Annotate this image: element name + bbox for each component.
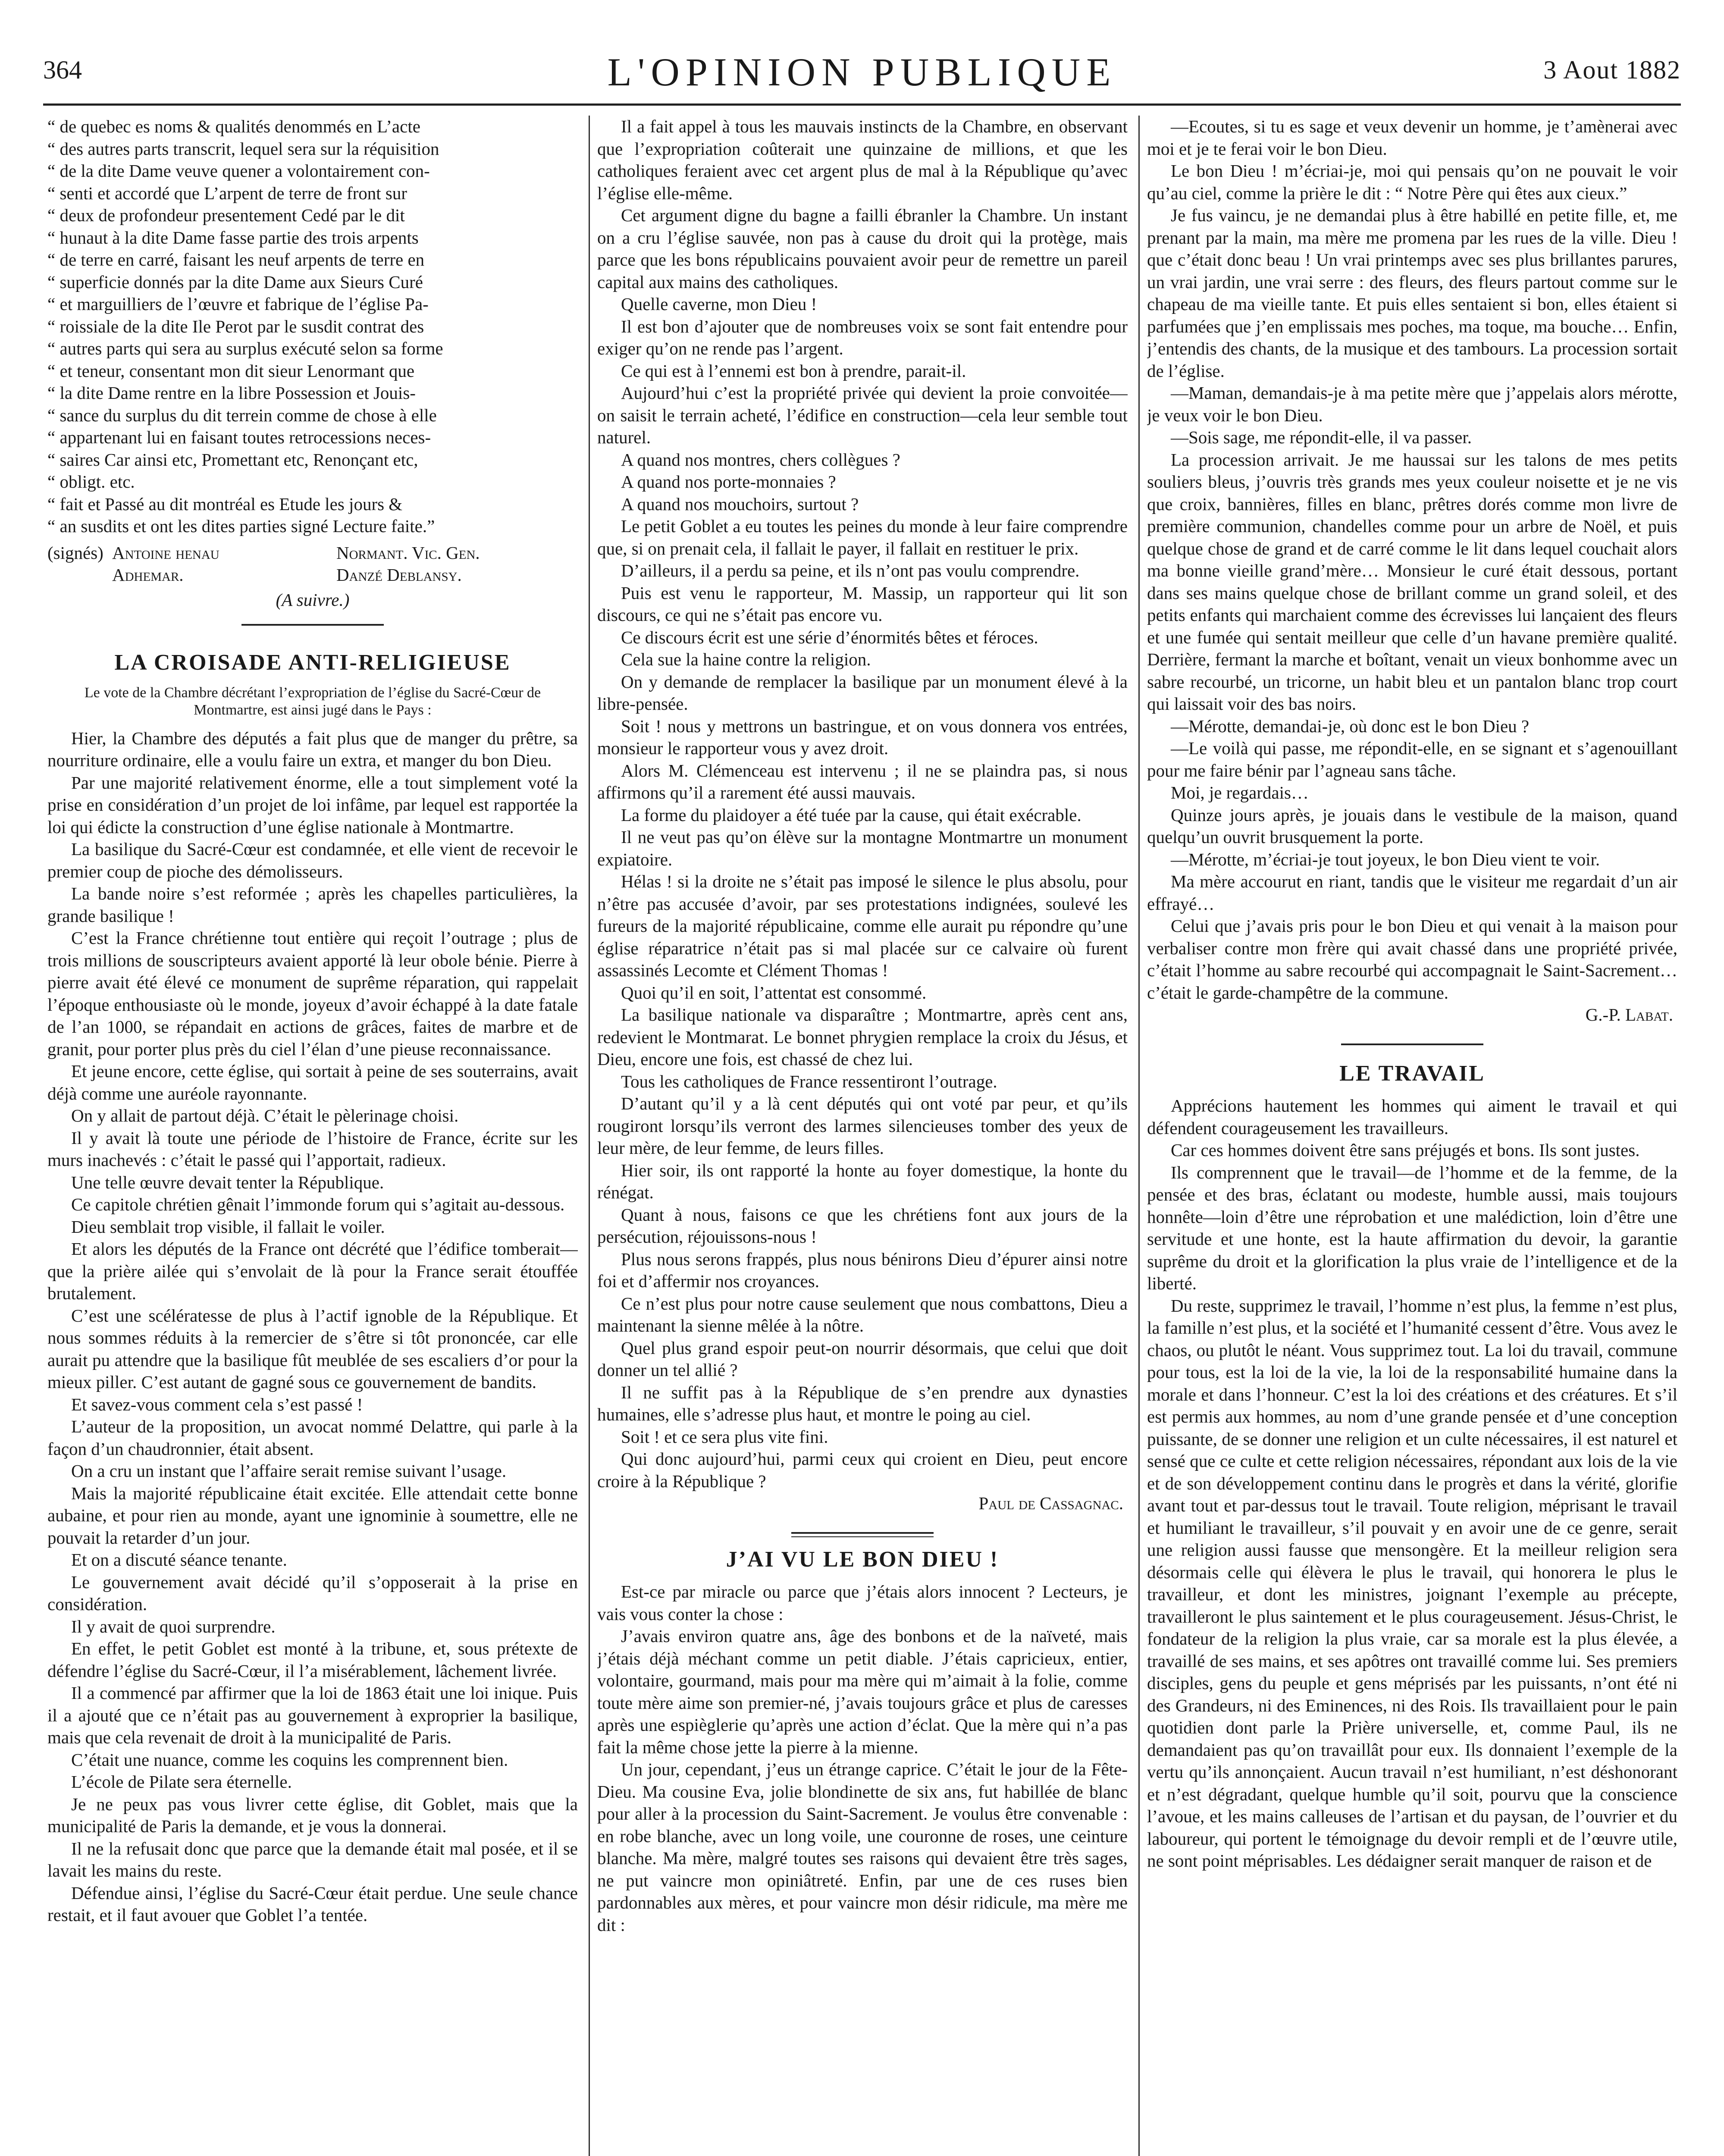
deed-quote <box>47 116 578 538</box>
column-divider <box>1138 116 1140 2156</box>
article-body <box>1147 1095 1677 1872</box>
article-author: G.-P. Labat. <box>1585 1005 1673 1025</box>
paragraph: La basilique du Sacré-Cœur est condamnée, et elle vient de recevoir le premier coup de pioche des démolisseurs. <box>47 839 578 881</box>
paragraph: Je fus vaincu, je ne demandai plus à être habillé en petite fille, et, me prenant par la main, ma mère me promena par les rues de la ville. Dieu ! que c’était donc beau ! Un vrai printemps avec ses plus brillantes parures, un vrai jardin, une vrai serre : des fleurs, des fleurs partout comme sur le chapeau de ma vieille tante. Et puis elles sentaient si bon, elles étaient si parfumées que j’en emplissais mes poches, ma toque, ma bouche… Enfin, j’entendis des chants, de la musique et des tambours. La procession sortait de l’église. <box>1147 205 1677 381</box>
quote-line: “ de la dite Dame veuve quener a volontairement con- <box>47 161 430 181</box>
paragraph: Aujourd’hui c’est la propriété privée qui devient la proie convoitée—on saisit le terrain acheté, l’édifice en construction—cela leur semble tout naturel. <box>597 383 1128 447</box>
column-2 <box>597 116 1128 2156</box>
quote-line: “ fait et Passé au dit montréal es Etude les jours & <box>47 494 403 514</box>
article-title: LA CROISADE ANTI-RELIGIEUSE <box>114 650 511 675</box>
paragraph: Puis est venu le rapporteur, M. Massip, un rapporteur qui lit son discours, ce qui ne s’était pas encore vu. <box>597 583 1128 625</box>
article-title: J’AI VU LE BON DIEU ! <box>726 1547 999 1572</box>
paragraph: C’est une scélératesse de plus à l’actif ignoble de la République. Et nous sommes réduits à la remercier de s’être si tôt prononcée, car elle aurait pu attendre que la basilique fût meublée de ses escaliers d’or pour la mieux piller. C’est autant de gagné sous ce gouvernement de bandits. <box>47 1305 578 1392</box>
paragraph: Ils comprennent que le travail—de l’homme et de la femme, de la pensée et des bras, éclatant ou modeste, humble aussi, mais toujours honnête—loin d’être une réprobation et une malédiction, loin d’être une servitude et une honte, est la haute affirmation du devoir, la garantie suprême du droit et la glorification la plus vraie de l’intelligence et de la liberté. <box>1147 1162 1677 1293</box>
paragraph: D’autant qu’il y a là cent députés qui ont voté par peur, et qu’ils rougiront lorsqu’ils verront des larmes silencieuses tomber des yeux de leur mère, de leur femme, de leurs filles. <box>597 1094 1128 1158</box>
paragraph: On a cru un instant que l’affaire serait remise suivant l’usage. <box>71 1461 507 1481</box>
paragraph: Est-ce par miracle ou parce que j’étais alors innocent ? Lecteurs, je vais vous conter la chose : <box>597 1582 1128 1624</box>
paragraph: —Sois sage, me répondit-elle, il va passer. <box>1171 427 1472 447</box>
quote-line: “ superficie donnés par la dite Dame aux Sieurs Curé <box>47 272 423 292</box>
column-3 <box>1147 116 1677 2156</box>
paragraph: —Mérotte, demandai-je, où donc est le bon Dieu ? <box>1171 716 1530 736</box>
section-rule <box>1341 1044 1483 1045</box>
deed-signers <box>47 542 578 586</box>
paragraph: Ma mère accourut en riant, tandis que le visiteur me regardait d’un air effrayé… <box>1147 871 1677 914</box>
paragraph: Il y avait là toute une période de l’histoire de France, écrite sur les murs inachevés : c’était le passé qui l’apportait, radieux. <box>47 1128 578 1170</box>
signer: Adhemar. <box>112 565 184 585</box>
paragraph: Ce discours écrit est une série d’énormités bêtes et féroces. <box>621 627 1038 647</box>
paragraph: Un jour, cependant, j’eus un étrange caprice. C’était le jour de la Fête-Dieu. Ma cousine Eva, jolie blondinette de six ans, fut habillée de blanc pour aller à la procession du Saint-Sacrement. Je voulus être convenable : en robe blanche, avec un long voile, une couronne de roses, une ceinture blanche. Ma mère, malgré toutes ses raisons qui devaient être très sages, ne put vaincre mon opiniâtreté. Enfin, par une de ces ruses bien pardonnables aux mères, et pour vaincre mon désir ridicule, ma mère me dit : <box>597 1759 1128 1935</box>
paragraph: Par une majorité relativement énorme, elle a tout simplement voté la prise en considération d’un projet de loi infâme, par lequel est rapportée la loi qui édicte la construction d’une église nationale à Montmartre. <box>47 772 578 837</box>
article-body <box>47 727 578 1927</box>
page-number: 364 <box>43 56 82 84</box>
article-author: Paul de Cassagnac. <box>978 1493 1123 1513</box>
paragraph: Cela sue la haine contre la religion. <box>621 649 871 669</box>
paragraph: Et savez-vous comment cela s’est passé ! <box>71 1394 363 1414</box>
quote-line: “ la dite Dame rentre en la libre Possession et Jouis- <box>47 383 416 403</box>
quote-line: “ et teneur, consentant mon dit sieur Lenormant que <box>47 360 415 381</box>
article-lead: Le vote de la Chambre décrétant l’expropriation de l’église du Sacré-Cœur de Montmartre, est ainsi jugé dans le Pays : <box>84 684 541 718</box>
paragraph: Ce capitole chrétien gênait l’immonde forum qui s’agitait au-dessous. <box>71 1194 565 1214</box>
quote-line: “ senti et accordé que L’arpent de terre de front sur <box>47 183 407 203</box>
paragraph: —Le voilà qui passe, me répondit-elle, en se signant et s’agenouillant pour me faire bénir par l’agneau sans tâche. <box>1147 738 1677 780</box>
signed-label: (signés) <box>47 542 103 563</box>
paragraph: Cet argument digne du bagne a failli ébranler la Chambre. Un instant on a cru l’église sauvée, non pas à cause du droit qui la protège, mais parce que les bons républicains pouvaient avoir peur de remettre un pareil capital aux mains des catholiques. <box>597 205 1128 292</box>
paragraph: Je ne peux pas vous livrer cette église, dit Goblet, mais que la municipalité de Paris la demande, et je vous la donnerai. <box>47 1794 578 1836</box>
paragraph: Quant à nous, faisons ce que les chrétiens font aux jours de la persécution, réjouissons-nous ! <box>597 1204 1128 1247</box>
paragraph: Car ces hommes doivent être sans préjugés et bons. Ils sont justes. <box>1171 1140 1640 1160</box>
quote-line: “ sance du surplus du dit terrein comme de chose à elle <box>47 405 437 425</box>
quote-line: “ et marguilliers de l’œuvre et fabrique de l’église Pa- <box>47 294 429 314</box>
paragraph: Quoi qu’il en soit, l’attentat est consommé. <box>621 982 927 1003</box>
paragraph: Ce n’est plus pour notre cause seulement que nous combattons, Dieu a maintenant la sienne mêlée à la nôtre. <box>597 1293 1128 1335</box>
paragraph: D’ailleurs, il a perdu sa peine, et ils n’ont pas voulu comprendre. <box>621 561 1080 580</box>
paragraph: Et on a discuté séance tenante. <box>71 1550 287 1570</box>
paragraph: A quand nos montres, chers collègues ? <box>621 449 900 470</box>
masthead: L'OPINION PUBLIQUE <box>607 50 1117 94</box>
paragraph: Il a fait appel à tous les mauvais instincts de la Chambre, en observant que l’expropriation coûterait une quinzaine de millions, et que les catholiques feraient avec cet argent plus de mal à la République qu’avec l’église elle-même. <box>597 116 1128 203</box>
signer: Normant. Vic. Gen. <box>336 542 480 563</box>
quote-line: “ deux de profondeur presentement Cedé par le dit <box>47 205 405 225</box>
section-rule <box>241 624 384 626</box>
paragraph: Quelle caverne, mon Dieu ! <box>621 294 817 314</box>
paragraph: Mais la majorité républicaine était excitée. Elle attendait cette bonne aubaine, et pour rien au monde, ayant une ignominie à soumettre, elle ne pouvait la retarder d’un jour. <box>47 1483 578 1548</box>
paragraph: Il ne veut pas qu’on élève sur la montagne Montmartre un monument expiatoire. <box>597 827 1128 869</box>
paragraph: L’école de Pilate sera éternelle. <box>71 1772 292 1792</box>
paragraph: Et alors les députés de la France ont décrété que l’édifice tomberait—que la prière ailée qui s’envolait de là pour la France serait étouffée brutalement. <box>47 1239 578 1303</box>
paragraph: On y allait de partout déjà. C’était le pèlerinage choisi. <box>71 1106 459 1125</box>
paragraph: C’est la France chrétienne tout entière qui reçoit l’outrage ; plus de trois millions de souscripteurs avaient apporté là leur obole bénie. Pierre à pierre avait été élevé ce monument de suprême réparation, qui rappelait l’époque enthousiaste où le monde, joyeux d’avoir échappé à la date fatale de l’an 1000, se répandait en actions de grâces, faites de marbre et de granit, pour porter plus près du ciel l’élan d’une pieuse reconnaissance. <box>47 928 578 1059</box>
paragraph: La forme du plaidoyer a été tuée par la cause, qui était exécrable. <box>621 805 1081 825</box>
paragraph: En effet, le petit Goblet est monté à la tribune, et, sous prétexte de défendre l’église du Sacré-Cœur, il l’a misérablement, lâchement livrée. <box>47 1639 578 1681</box>
quote-line: “ saires Car ainsi etc, Promettant etc, Renonçant etc, <box>47 449 418 470</box>
paragraph: —Ecoutes, si tu es sage et veux devenir un homme, je t’amènerai avec moi et je te ferai voir le bon Dieu. <box>1147 116 1677 159</box>
paragraph: —Mérotte, m’écriai-je tout joyeux, le bon Dieu vient te voir. <box>1171 849 1600 869</box>
paragraph: Défendue ainsi, l’église du Sacré-Cœur était perdue. Une seule chance restait, et il faut avouer que Goblet l’a tentée. <box>47 1883 578 1925</box>
paragraph: On y demande de remplacer la basilique par un monument élevé à la libre-pensée. <box>597 671 1128 714</box>
signer: Danzé Deblansy. <box>336 565 462 585</box>
paragraph: Tous les catholiques de France ressentiront l’outrage. <box>621 1071 997 1091</box>
quote-line: “ roissiale de la dite Ile Perot par le susdit contrat des <box>47 316 424 336</box>
paragraph: Hier soir, ils ont rapporté la honte au foyer domestique, la honte du rénégat. <box>597 1160 1128 1202</box>
paragraph: Qui donc aujourd’hui, parmi ceux qui croient en Dieu, peut encore croire à la République ? <box>597 1449 1128 1491</box>
paragraph: Le petit Goblet a eu toutes les peines du monde à leur faire comprendre que, si on prenait cela, il fallait le payer, il fallait en restituer le prix. <box>597 516 1128 558</box>
section-rule <box>791 1532 934 1537</box>
article-body <box>1147 116 1677 1004</box>
paragraph: La procession arrivait. Je me haussai sur les talons de mes petits souliers bleus, j’ouvris très grands mes yeux couleur noisette et je ne vis que croix, bannières, filles en blanc, prêtres dorés comme mon livre de première communion, chandelles comme pour un arbre de Noël, et puis quelque chose de grand et de carré comme le lit dans lequel couchait alors ma bonne vieille grand’mère… Monsieur le curé était dessous, portant dans ses mains quelque chose de brillant comme un grand soleil, et des petits enfants qui marchaient comme des écrevisses lui lançaient des fleurs et une fumée qui sentait meilleur que celle d’un havane première qualité. Derrière, fermant la marche et boîtant, venait un vieux bonhomme avec un sabre recourbé, un tricorne, un habit bleu et un pantalon blanc trop court qui laissait voir des bas noirs. <box>1147 449 1677 714</box>
paragraph: La basilique nationale va disparaître ; Montmartre, après cent ans, redevient le Montmarat. Le bonnet phrygien remplace la croix du Jésus, et Dieu, encore une fois, est chassé de chez lui. <box>597 1005 1128 1069</box>
paragraph: C’était une nuance, comme les coquins les comprennent bien. <box>71 1749 508 1770</box>
quote-line: “ de quebec es noms & qualités denommés en L’acte <box>47 116 420 136</box>
paragraph: Il y avait de quoi surprendre. <box>71 1616 276 1636</box>
paragraph: Plus nous serons frappés, plus nous bénirons Dieu d’épurer ainsi notre foi et d’affermir nos croyances. <box>597 1249 1128 1291</box>
quote-line: “ hunaut à la dite Dame fasse partie des trois arpents <box>47 227 419 248</box>
article-body <box>597 116 1128 1492</box>
paragraph: Quel plus grand espoir peut-on nourrir désormais, que celui que doit donner un tel allié ? <box>597 1338 1128 1380</box>
paragraph: Dieu semblait trop visible, il fallait le voiler. <box>71 1216 385 1237</box>
paragraph: Il est bon d’ajouter que de nombreuses voix se sont fait entendre pour exiger qu’on ne rende pas l’argent. <box>597 316 1128 358</box>
paragraph: Quinze jours après, je jouais dans le vestibule de la maison, quand quelqu’un ouvrit brusquement la porte. <box>1147 805 1677 847</box>
paragraph: L’auteur de la proposition, un avocat nommé Delattre, qui parle à la façon d’un chaudronnier, était absent. <box>47 1416 578 1459</box>
quote-line: “ obligt. etc. <box>47 472 135 492</box>
paragraph: J’avais environ quatre ans, âge des bonbons et de la naïveté, mais j’étais déjà méchant comme un petit diable. J’étais capricieux, entier, volontaire, gourmand, mais pour ma mère qui m’aimait à la folie, comme toute mère aime son premier-né, j’avais toujours grâce et plus de caresses après une espièglerie qu’après une action d’éclat. Que la mère qui n’a pas fait la même chose jette la pierre à la mienne. <box>597 1626 1128 1757</box>
paragraph: A quand nos mouchoirs, surtout ? <box>621 494 859 514</box>
quote-line: “ appartenant lui en faisant toutes retrocessions neces- <box>47 427 431 447</box>
paragraph: Hier, la Chambre des députés a fait plus que de manger du prêtre, sa nourriture ordinaire, elle a voulu faire un extra, et manger du bon Dieu. <box>47 728 578 770</box>
paragraph: Du reste, supprimez le travail, l’homme n’est plus, la femme n’est plus, la famille n’est plus, et la société et l’humanité cessent d’être. Vous avez le chaos, ou plutôt le néant. Vous supprimez tout. La loi du travail, commune pour tous, est la loi de la vie, la loi de la responsabilité humaine dans la morale et dans l’honneur. C’est la loi des créations et des créatures. Et s’il est permis aux hommes, au nom d’une grande pensée et d’une conception puissante, de se donner une religion et un culte nécessaires, il est naturel et sensé que ce culte et cette religion nécessaires, répondant aux lois de la vie et de son développement continu dans le progrès et dans la vérité, glorifie avant tout et par-dessus tout le travail. Toute religion, méprisant le travail et humiliant le travailleur, s’il pouvait y en avoir une de ce genre, serait une religion aussi fausse que mensongère. Et la meilleur religion sera désormais celle qui élèvera le plus le travail, qui honorera le plus le travailleur, et dont les ministres, joignant l’exemple au précepte, travailleront le plus saintement et le plus courageusement. Jésus-Christ, le fondateur de la religion la plus vraie, car sa morale est la plus élevée, a travaillé de ses mains, et ses apôtres ont travaillé comme lui. Ses premiers disciples, gens du peuple et gens méprisés par les puissants, n’ont été ni des Grandeurs, ni des Eminences, ni des Rois. Ils travaillaient pour le pain quotidien dont parle la Prière universelle, et, comme Paul, ils ne demandaient pas qu’on travaillât pour eux. Ils donnaient l’exemple de la vertu qu’ils annonçaient. Aucun travail n’est humiliant, n’est déshonorant et n’est dégradant, quelque humble qu’il soit, pourvu que la conscience l’avoue, et les mains calleuses de l’artisan et du paysan, de l’ouvrier et du laboureur, qui portent le témoignage du devoir rempli et de l’œuvre utile, ne sont point méprisables. Les dédaigner serait manquer de raison et de <box>1147 1295 1677 1871</box>
paragraph: Le bon Dieu ! m’écriai-je, moi qui pensais qu’on ne pouvait le voir qu’au ciel, comme la prière le dit : “ Notre Père qui êtes aux cieux.” <box>1147 161 1677 203</box>
paragraph: Le gouvernement avait décidé qu’il s’opposerait à la prise en considération. <box>47 1572 578 1614</box>
paragraph: Alors M. Clémenceau est intervenu ; il ne se plaindra pas, si nous affirmons qu’il a rarement été aussi mauvais. <box>597 760 1128 802</box>
quote-line: “ an susdits et ont les dites parties signé Lecture faite.” <box>47 516 435 536</box>
paragraph: La bande noire s’est reformée ; après les chapelles particulières, la grande basilique ! <box>47 884 578 926</box>
paragraph: Il ne suffit pas à la République de s’en prendre aux dynasties humaines, elle s’adresse plus haut, et montre le poing au ciel. <box>597 1382 1128 1424</box>
paragraph: A quand nos porte-monnaies ? <box>621 472 836 492</box>
column-divider <box>589 116 590 2156</box>
paragraph: Une telle œuvre devait tenter la République. <box>71 1172 384 1192</box>
paragraph: Et jeune encore, cette église, qui sortait à peine de ses souterrains, avait déjà comme une auréole rayonnante. <box>47 1061 578 1103</box>
paragraph: Hélas ! si la droite ne s’était pas imposé le silence le plus absolu, pour n’être pas accusée d’avoir, par ses protestations indignées, soulevé les fureurs de la majorité républicaine, comme elle aurait pu répondre qu’une église réparatrice n’était pas si mal placée sur ce calvaire où furent assassinés Lecomte et Clément Thomas ! <box>597 871 1128 980</box>
column-1 <box>47 116 578 2156</box>
issue-date: 3 Aout 1882 <box>1543 56 1681 84</box>
article-body <box>597 1581 1128 1936</box>
paragraph: Ce qui est à l’ennemi est bon à prendre, parait-il. <box>621 360 966 381</box>
to-follow-note: (A suivre.) <box>276 589 350 610</box>
paragraph: Il ne la refusait donc que parce que la demande était mal posée, et il se lavait les mains du reste. <box>47 1838 578 1880</box>
paragraph: Celui que j’avais pris pour le bon Dieu et qui venait à la maison pour verbaliser contre mon frère qui avait chassé dans une propriété privée, c’était l’homme au sabre recourbé qui accompagnait le Saint-Sacrement… c’était le garde-champêtre de la commune. <box>1147 916 1677 1003</box>
quote-line: “ autres parts qui sera au surplus exécuté selon sa forme <box>47 338 443 358</box>
article-title: LE TRAVAIL <box>1339 1061 1485 1086</box>
paragraph: Moi, je regardais… <box>1171 783 1309 802</box>
paragraph: Soit ! nous y mettrons un bastringue, et on vous donnera vos entrées, monsieur le rapporteur vous y avez droit. <box>597 716 1128 758</box>
paragraph: Il a commencé par affirmer que la loi de 1863 était une loi inique. Puis il a ajouté que ce n’était pas au gouvernement à exproprier la basilique, mais que cela revenait de droit à la municipalité de Paris. <box>47 1683 578 1747</box>
quote-line: “ des autres parts transcrit, lequel sera sur la réquisition <box>47 138 439 159</box>
page-header <box>43 52 1681 106</box>
signer: Antoine henau <box>112 542 219 563</box>
quote-line: “ de terre en carré, faisant les neuf arpents de terre en <box>47 250 425 270</box>
paragraph: —Maman, demandais-je à ma petite mère que j’appelais alors mérotte, je veux voir le bon Dieu. <box>1147 383 1677 425</box>
paragraph: Apprécions hautement les hommes qui aiment le travail et qui défendent courageusement les travailleurs. <box>1147 1096 1677 1138</box>
paragraph: Soit ! et ce sera plus vite fini. <box>621 1426 828 1447</box>
